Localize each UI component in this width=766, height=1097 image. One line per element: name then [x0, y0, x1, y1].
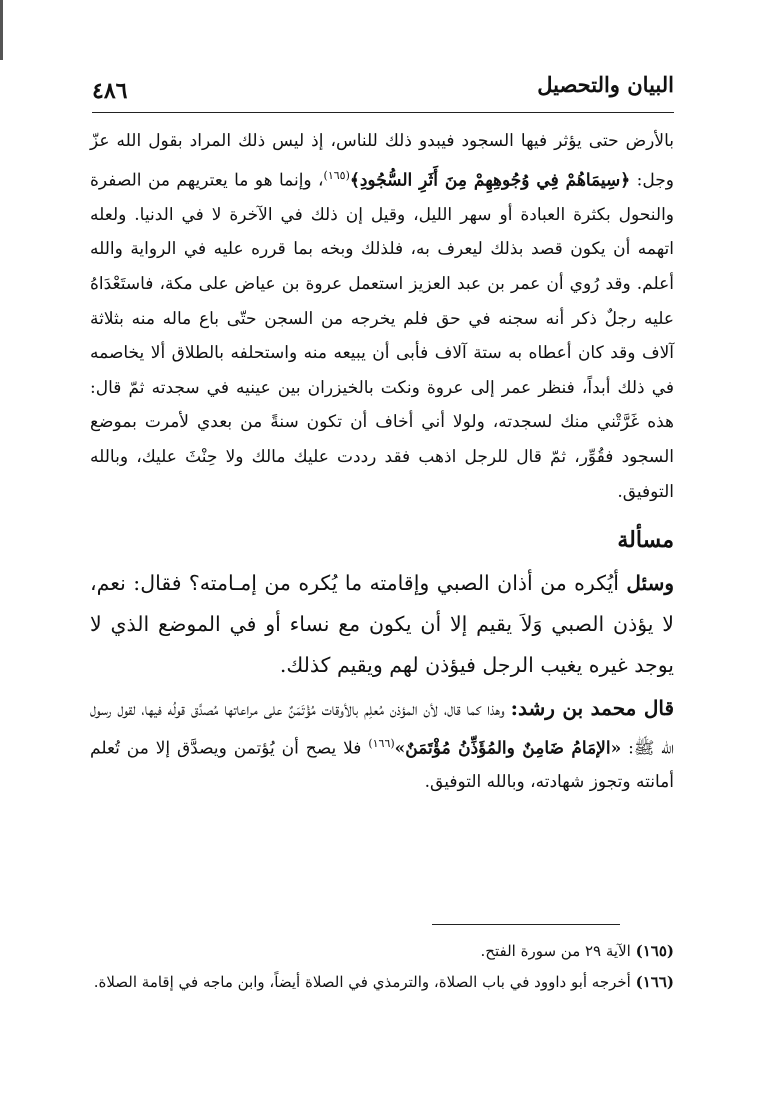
footnote-text: الآية ٢٩ من سورة الفتح. [480, 942, 636, 960]
footnotes [92, 936, 674, 998]
answer-text-2: فلا يصح أن يُؤتمن ويصدَّق إلا من تُعلم أمانته وتجوز شهادته، وبالله التوفيق. [90, 738, 674, 792]
intro-text-before-quran: بالأرض حتى يؤثر فيها السجود فيبدو ذلك للناس، إذ ليس ذلك المراد بقول الله عزّ وجل: [90, 131, 674, 191]
hadith-quote: «الإمَامُ ضَامِنٌ والمُؤَذِّنُ مُؤْتَمَنٌ» [394, 738, 622, 759]
footnote-number: (١٦٦) [635, 973, 674, 991]
section-heading: مسألة [617, 527, 674, 554]
running-title: البيان والتحصيل [537, 72, 674, 97]
intro-paragraph [90, 124, 674, 509]
footnote-rule [432, 924, 620, 925]
footnote-ref-165[interactable]: (١٦٥) [323, 168, 350, 182]
answer-lead: قال محمد بن رشد: [510, 696, 674, 721]
intro-text-after-quran: ، وإنما هو ما يعتريهم من الصفرة والنحول بكثرة العبادة أو سهر الليل، وقيل إن ذلك في الآخرة لا في الدنيا. ولعله اتهمه أن يكون قصد بذلك ليعرف به، فلذلك وبخه بما قرره عليه في الرواية والله أعلم. وقد رُوي أن عمر بن عبد العزيز استعمل عروة بن عياض على مكة، فاستَعْدَاهُ عليه رجلٌ ذكر أنه سجنه في حق فلم يخرجه من السجن حتّى باع ماله منه بثلاثة آلاف وقد كان أعطاه به ستة آلاف فأبى أن يبيعه منه واستحلفه بالطلاق ألا يخاصمه في ذلك أبداً، فنظر عمر إلى عروة ونكت بالخيزران بين عينيه في سجدته ثمّ قال: هذه غَرَّتْني منك لسجدته، ولولا أني أخاف أن تكون سنةً من بعدي لأمرت بموضع السجود فقُوِّر، ثمّ قال للرجل اذهب فقد رددت عليك مالك ولا حِنْثَ عليك، وبالله التوفيق. [90, 170, 674, 502]
answer-paragraph [90, 692, 674, 799]
scan-edge-mark [0, 0, 3, 60]
quran-verse: ﴿سِيمَاهُمْ فِي وُجُوهِهِمْ مِنَ أَثَرِ السُّجُودِ﴾ [349, 170, 631, 191]
question-paragraph [90, 563, 674, 686]
answer-text-1: وهذا كما قال، لأن المؤذن مُعلِم بالأوقات مُؤْتَمَنٌ على مراعاتها مُصدَّق قولُه فيها، لقول رسول الله ﷺ: [90, 700, 675, 759]
footnote-text: أخرجه أبو داوود في باب الصلاة، والترمذي في الصلاة أيضاً، وابن ماجه في إقامة الصلاة. [93, 973, 636, 991]
main-text [90, 124, 674, 799]
footnote-ref-166[interactable]: (١٦٦) [368, 737, 395, 751]
page-number: ٤٨٦ [92, 78, 128, 104]
page-header [92, 72, 674, 112]
header-rule [92, 112, 674, 113]
footnote-number: (١٦٥) [635, 942, 674, 960]
question-text: أيُكره من أذان الصبي وإقامته ما يُكره من إمـامته؟ فقال: نعم، لا يؤذن الصبي وَلاَ يقيم إلا أن يكون مع نساء أو في الموضع الذي لا يوجد غيره يغيب الرجل فيؤذن لهم ويقيم كذلك. [90, 571, 674, 678]
question-lead: وسئل [626, 571, 674, 596]
footnote-item [92, 967, 674, 998]
footnote-item [92, 936, 674, 967]
